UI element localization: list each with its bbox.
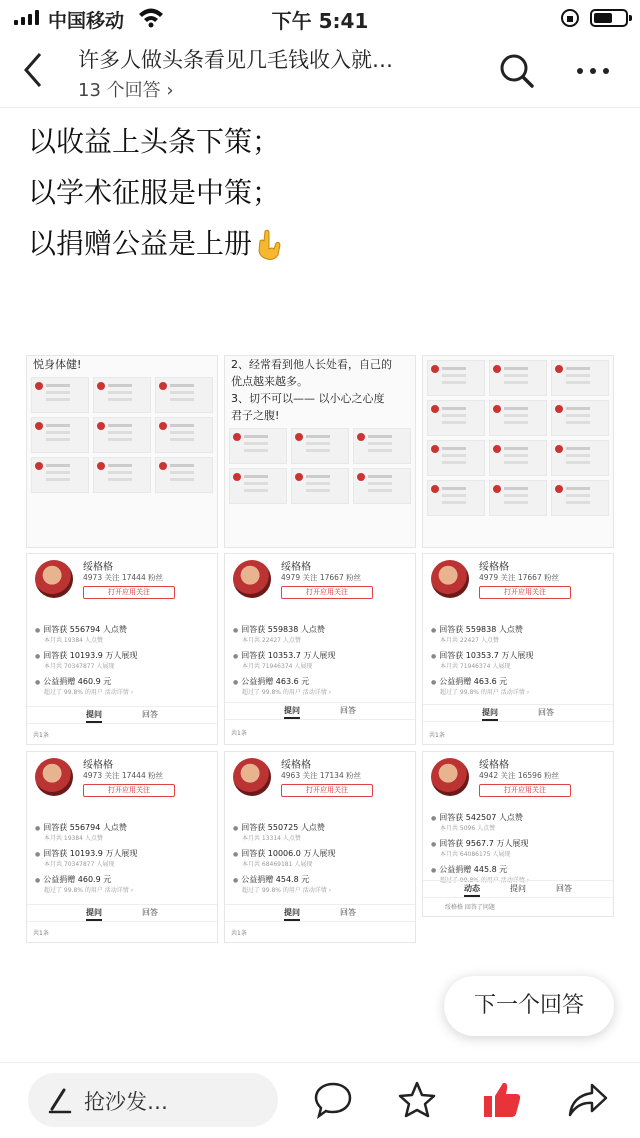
profile-card [27, 554, 217, 744]
screenshot-text: 2、经常看到他人长处看，自己的 [231, 358, 392, 371]
answers-count-link[interactable] [78, 76, 174, 102]
profile-footer: 共1条 [33, 732, 49, 739]
follow-button: 打开应用关注 [479, 784, 571, 797]
profile-footer: 共1条 [231, 930, 247, 937]
avatar [233, 758, 271, 796]
profile-tabs [225, 702, 415, 720]
profile-stats: 4963 关注 17134 粉丝 [281, 771, 362, 780]
status-bar [0, 0, 640, 36]
comment-input[interactable] [28, 1073, 278, 1127]
avatar [431, 560, 469, 598]
profile-card [423, 554, 613, 744]
carrier-label: 中国移动 [48, 10, 125, 32]
profile-name: 绥格格 [83, 562, 113, 573]
avatar [35, 560, 73, 598]
answer-line: 以收益上头条下策； [28, 125, 281, 158]
pen-icon [46, 1087, 74, 1115]
profile-metrics [35, 822, 211, 900]
follow-button: 打开应用关注 [281, 586, 373, 599]
avatar [233, 560, 271, 598]
profile-footer: 共1条 [33, 930, 49, 937]
likes-metric: ● 回答获 559838 人点赞 [233, 624, 409, 635]
views-metric: ● 回答获 9567.7 万人展现 [431, 838, 607, 849]
tab: 动态 [464, 881, 480, 897]
back-arrow-icon[interactable] [18, 50, 48, 90]
profile-screenshot[interactable] [224, 553, 416, 745]
thumbnail-grid [225, 424, 415, 508]
profile-footer: 绥格格 回答了问题 [445, 904, 495, 911]
profile-screenshot[interactable] [26, 553, 218, 745]
profile-screenshot[interactable] [26, 751, 218, 943]
profile-screenshot[interactable] [224, 751, 416, 943]
donate-metric: ● 公益捐赠 454.8 元 [233, 874, 409, 885]
question-title[interactable]: 许多人做头条看见几毛钱收入就… [78, 48, 393, 72]
search-icon[interactable] [498, 52, 536, 90]
donate-sub: 超过了 99.8% 的用户 活动详情 › [440, 877, 530, 884]
likes-sub: 本月共 19384 人点赞 [44, 637, 103, 644]
profile-card [225, 554, 415, 744]
tab: 回答 [142, 710, 158, 719]
likes-sub: 本月共 13314 人点赞 [242, 835, 301, 842]
avatar [431, 758, 469, 796]
follow-button: 打开应用关注 [83, 586, 175, 599]
profile-tabs [27, 706, 217, 724]
bottom-action-bar [0, 1062, 640, 1138]
answer-text [28, 116, 282, 269]
screenshot-tile[interactable] [26, 355, 218, 548]
comment-icon[interactable] [312, 1079, 354, 1121]
screenshot-text: 君子之腹! [231, 409, 280, 422]
profile-tabs [27, 904, 217, 922]
views-metric: ● 回答获 10193.9 万人展现 [35, 848, 211, 859]
donate-metric: ● 公益捐赠 460.9 元 [35, 676, 211, 687]
profile-tabs [423, 880, 613, 898]
views-sub: 本月共 68469181 人展现 [242, 861, 313, 868]
tab: 回答 [340, 908, 356, 917]
views-sub: 本月共 71946374 人展现 [440, 663, 511, 670]
views-metric: ● 回答获 10193.9 万人展现 [35, 650, 211, 661]
profile-stats: 4973 关注 17444 粉丝 [83, 573, 164, 582]
screenshot-tile[interactable] [422, 355, 614, 548]
likes-metric: ● 回答获 559838 人点赞 [431, 624, 607, 635]
tab: 回答 [556, 884, 572, 893]
profile-metrics [35, 624, 211, 702]
views-sub: 本月共 70347877 人展现 [44, 861, 115, 868]
more-options-icon[interactable] [574, 56, 614, 86]
profile-tabs [423, 704, 613, 722]
likes-sub: 本月共 19384 人点赞 [44, 835, 103, 842]
screenshot-text: 优点越来越多。 [231, 375, 308, 388]
views-sub: 本月共 70347877 人展现 [44, 663, 115, 670]
donate-sub: 超过了 99.8% 的用户 活动详情 › [242, 887, 332, 894]
answer-line [28, 218, 282, 269]
follow-button: 打开应用关注 [83, 784, 175, 797]
profile-screenshot[interactable] [422, 553, 614, 745]
share-icon[interactable] [566, 1079, 610, 1121]
tab: 回答 [142, 908, 158, 917]
tab: 回答 [340, 706, 356, 715]
profile-metrics [431, 624, 607, 702]
profile-stats: 4973 关注 17444 粉丝 [83, 771, 164, 780]
thumbnail-grid [27, 373, 217, 497]
profile-stats: 4979 关注 17667 粉丝 [281, 573, 362, 582]
views-metric: ● 回答获 10006.0 万人展现 [233, 848, 409, 859]
profile-metrics [431, 812, 607, 890]
tab: 提问 [86, 905, 102, 921]
likes-sub: 本月共 22427 人点赞 [242, 637, 301, 644]
donate-metric: ● 公益捐赠 445.8 元 [431, 864, 607, 875]
donate-metric: ● 公益捐赠 463.6 元 [431, 676, 607, 687]
answer-line: 以学术征服是中策； [28, 176, 281, 209]
tab: 提问 [284, 905, 300, 921]
tab: 提问 [284, 703, 300, 719]
views-sub: 本月共 64086175 人展现 [440, 851, 511, 858]
tab: 提问 [86, 707, 102, 723]
profile-card [225, 752, 415, 942]
profile-metrics [233, 822, 409, 900]
orientation-lock-icon [560, 8, 580, 28]
tab: 提问 [510, 884, 526, 893]
donate-sub: 超过了 99.8% 的用户 活动详情 › [242, 689, 332, 696]
likes-metric: ● 回答获 556794 人点赞 [35, 822, 211, 833]
donate-sub: 超过了 99.8% 的用户 活动详情 › [44, 689, 134, 696]
profile-stats: 4979 关注 17667 粉丝 [479, 573, 560, 582]
star-icon[interactable] [396, 1079, 438, 1121]
thumbnail-grid [423, 356, 613, 520]
likes-metric: ● 回答获 550725 人点赞 [233, 822, 409, 833]
likes-metric: ● 回答获 542507 人点赞 [431, 812, 607, 823]
profile-name: 绥格格 [281, 562, 311, 573]
profile-name: 绥格格 [281, 760, 311, 771]
donate-metric: ● 公益捐赠 460.9 元 [35, 874, 211, 885]
nav-bar [0, 36, 640, 108]
next-answer-button[interactable]: 下一个回答 [444, 976, 614, 1036]
pointing-down-hand-icon [256, 229, 282, 261]
follow-button: 打开应用关注 [479, 586, 571, 599]
battery-icon [590, 9, 628, 27]
likes-sub: 本月共 5096 人点赞 [440, 825, 496, 832]
profile-tabs [225, 904, 415, 922]
answer-line-text: 以捐赠公益是上册 [28, 227, 253, 260]
views-sub: 本月共 71946374 人展现 [242, 663, 313, 670]
profile-stats: 4942 关注 16596 粉丝 [479, 771, 560, 780]
donate-sub: 超过了 99.8% 的用户 活动详情 › [440, 689, 530, 696]
donate-sub: 超过了 99.8% 的用户 活动详情 › [44, 887, 134, 894]
profile-footer: 共1条 [429, 732, 445, 739]
chevron-right-icon: › [166, 80, 174, 101]
profile-card [27, 752, 217, 942]
tab: 回答 [538, 708, 554, 717]
views-metric: ● 回答获 10353.7 万人展现 [431, 650, 607, 661]
screenshot-text: 3、切不可以—— 以小心之心度 [231, 392, 385, 405]
like-icon[interactable] [480, 1079, 524, 1121]
likes-metric: ● 回答获 556794 人点赞 [35, 624, 211, 635]
likes-sub: 本月共 22427 人点赞 [440, 637, 499, 644]
profile-footer: 共1条 [231, 730, 247, 737]
avatar [35, 758, 73, 796]
profile-screenshot[interactable] [422, 751, 614, 917]
profile-name: 绥格格 [83, 760, 113, 771]
clock: 下午 5:41 [271, 9, 369, 33]
follow-button: 打开应用关注 [281, 784, 373, 797]
profile-card [423, 752, 613, 916]
donate-metric: ● 公益捐赠 463.6 元 [233, 676, 409, 687]
tab: 提问 [482, 705, 498, 721]
screenshot-text: 悦身体健! [33, 358, 82, 371]
profile-name: 绥格格 [479, 562, 509, 573]
profile-metrics [233, 624, 409, 702]
profile-name: 绥格格 [479, 760, 509, 771]
comment-placeholder: 抢沙发… [84, 1090, 168, 1114]
views-metric: ● 回答获 10353.7 万人展现 [233, 650, 409, 661]
answers-count-label: 13 个回答 [78, 80, 161, 101]
screenshot-tile[interactable] [224, 355, 416, 548]
